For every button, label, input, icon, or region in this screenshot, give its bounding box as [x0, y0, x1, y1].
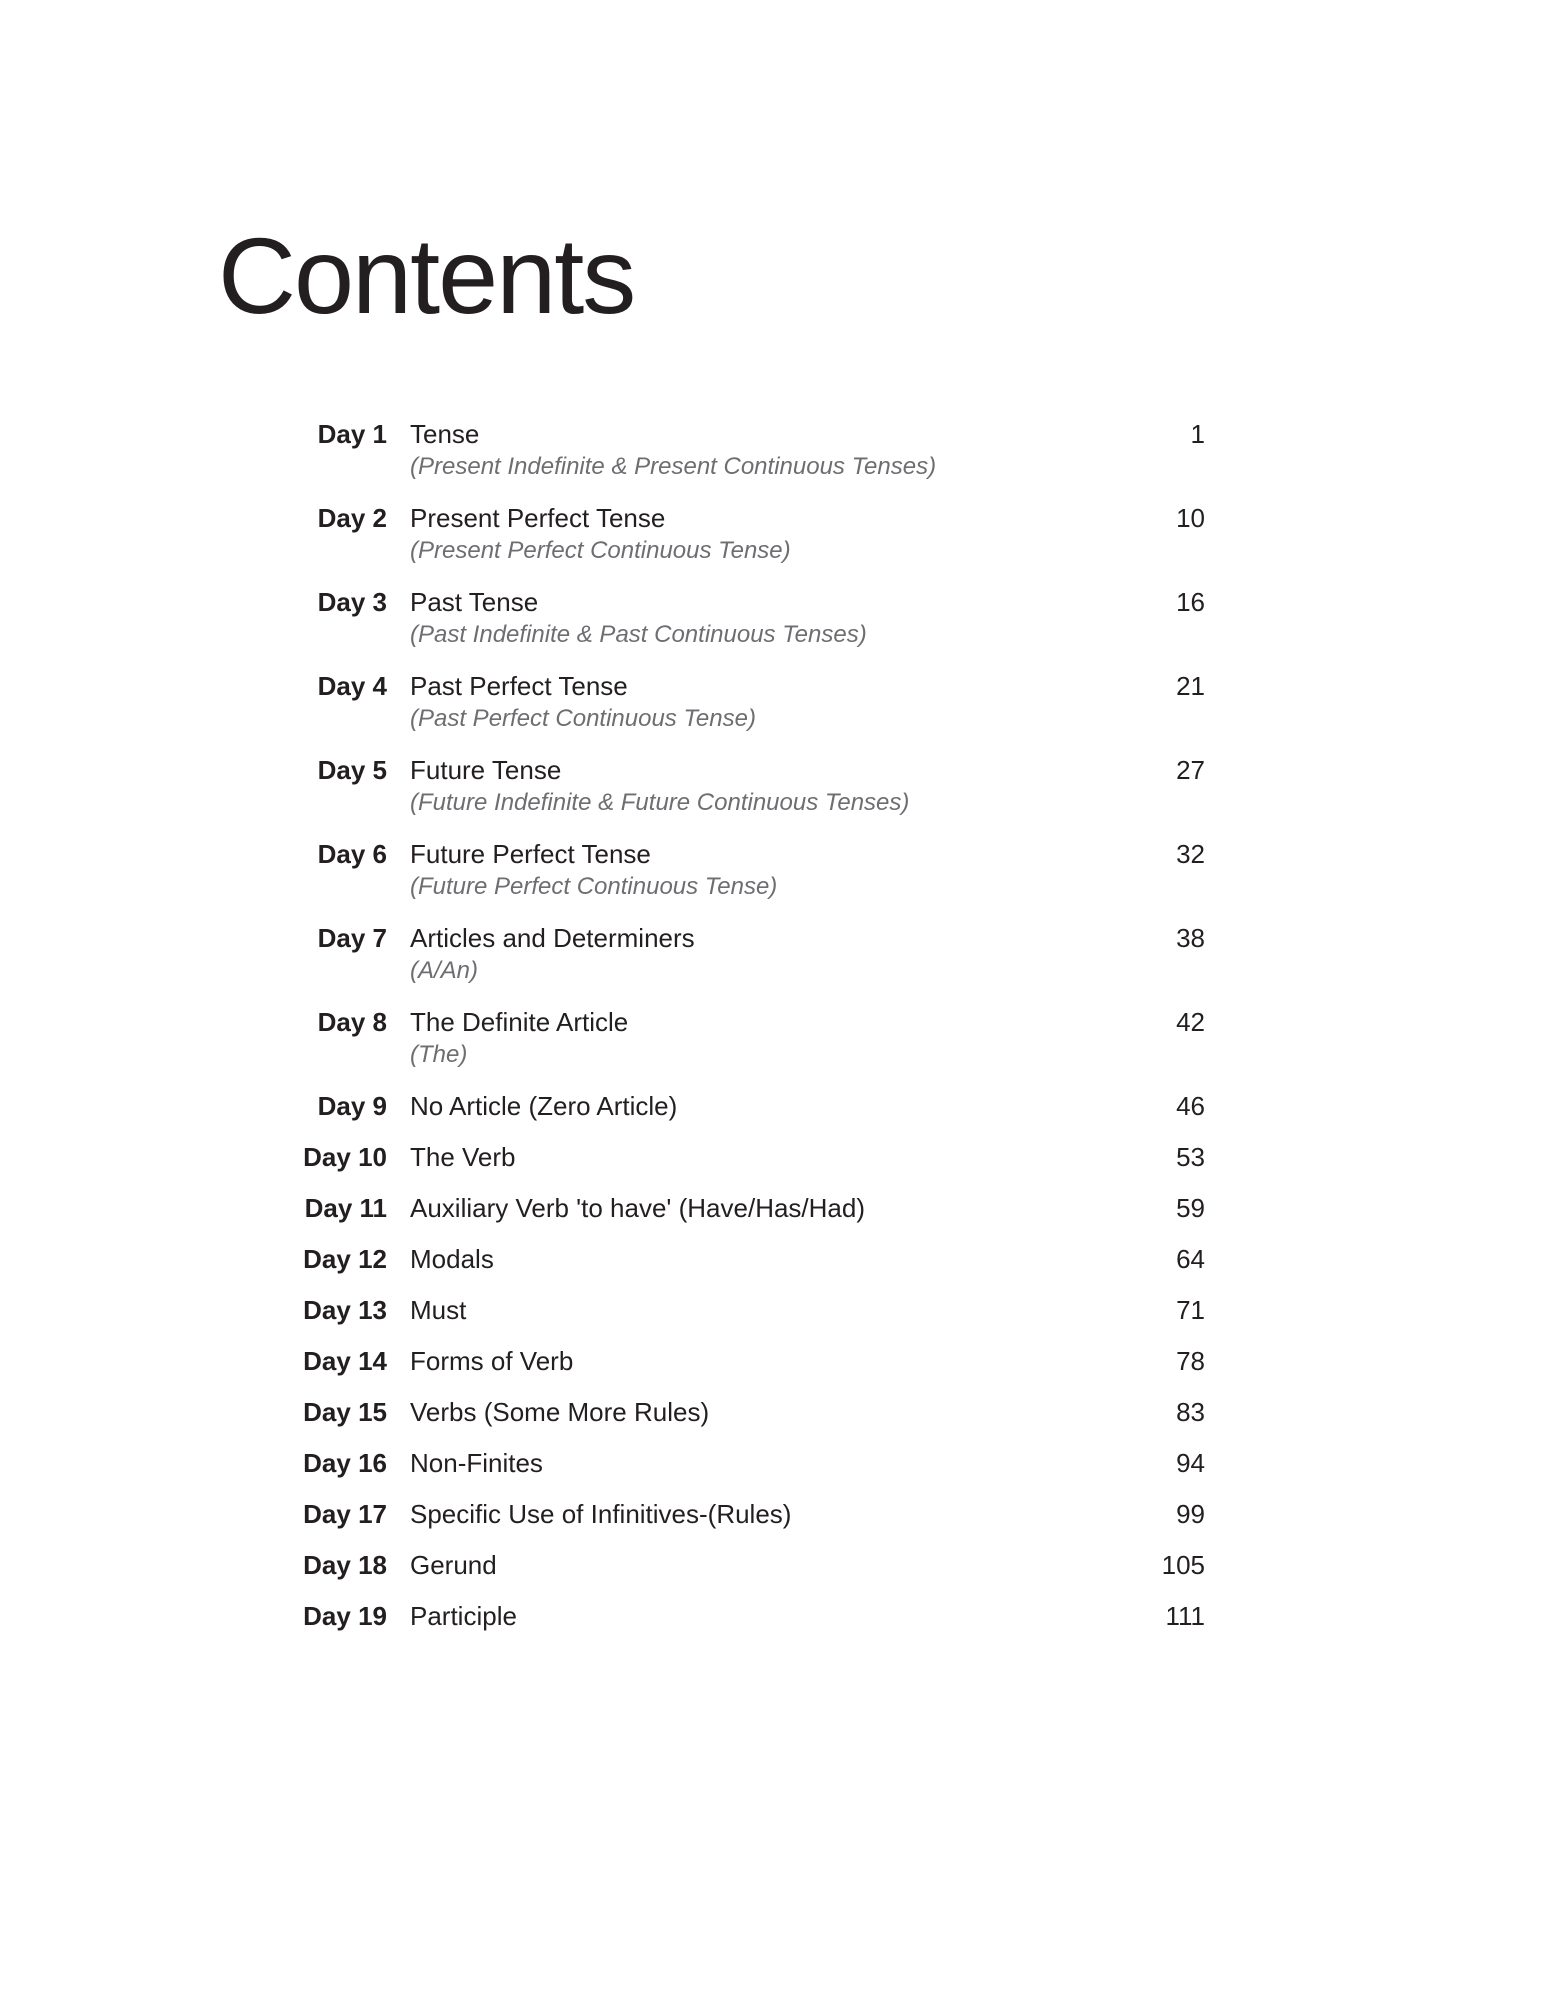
toc-entry-subtitle: (Future Indefinite & Future Continuous Tenses): [410, 789, 910, 816]
toc-day-label: Day 2: [317, 503, 387, 533]
toc-page-number: 71: [1176, 1295, 1205, 1325]
toc-entry-subtitle: (Future Perfect Continuous Tense): [410, 873, 778, 900]
toc-day-label: Day 13: [303, 1295, 387, 1325]
toc-page-number: 105: [1161, 1550, 1205, 1580]
toc-entry-title[interactable]: Non-Finites: [410, 1448, 543, 1478]
toc-day-label: Day 16: [303, 1448, 387, 1478]
toc-entry-subtitle: (Present Perfect Continuous Tense): [410, 537, 791, 564]
toc-entry-title[interactable]: The Verb: [410, 1142, 516, 1172]
toc-day-label: Day 3: [317, 587, 387, 617]
toc-page-number: 46: [1176, 1091, 1205, 1121]
toc-day-label: Day 4: [317, 671, 387, 701]
toc-entry-title[interactable]: Future Perfect Tense: [410, 839, 651, 869]
toc-entry-title[interactable]: Specific Use of Infinitives-(Rules): [410, 1499, 792, 1529]
toc-entry-title[interactable]: Verbs (Some More Rules): [410, 1397, 710, 1427]
toc-day-label: Day 17: [303, 1499, 387, 1529]
toc-day-label: Day 9: [317, 1091, 387, 1121]
toc-entry-title[interactable]: Participle: [410, 1601, 517, 1631]
toc-entry-title[interactable]: Present Perfect Tense: [410, 503, 666, 533]
toc-day-label: Day 14: [303, 1346, 387, 1376]
toc-page-number: 32: [1176, 839, 1205, 869]
toc-page-number: 64: [1176, 1244, 1205, 1274]
toc-page-number: 83: [1176, 1397, 1205, 1427]
toc-entry-subtitle: (Past Indefinite & Past Continuous Tenses): [410, 621, 867, 648]
toc-entry-title[interactable]: Tense: [410, 419, 480, 449]
toc-entry-subtitle: (The): [410, 1041, 468, 1068]
toc-day-label: Day 19: [303, 1601, 387, 1631]
toc-entry-title[interactable]: The Definite Article: [410, 1007, 629, 1037]
toc-day-label: Day 10: [303, 1142, 387, 1172]
toc-entry-title[interactable]: Forms of Verb: [410, 1346, 574, 1376]
toc-entry-subtitle: (Present Indefinite & Present Continuous Tenses): [410, 453, 937, 480]
toc-entry-title[interactable]: Past Perfect Tense: [410, 671, 628, 701]
toc-entry-title[interactable]: Articles and Determiners: [410, 923, 695, 953]
toc-page-number: 78: [1176, 1346, 1205, 1376]
toc-page-number: 10: [1176, 503, 1205, 533]
toc-entry-title[interactable]: Auxiliary Verb 'to have' (Have/Has/Had): [410, 1193, 866, 1223]
toc-day-label: Day 8: [317, 1007, 387, 1037]
toc-entry-title[interactable]: Must: [410, 1295, 467, 1325]
toc-page-number: 21: [1176, 671, 1205, 701]
toc-page-number: 1: [1190, 419, 1205, 449]
toc-page-number: 27: [1176, 755, 1205, 785]
toc-entry-title[interactable]: Past Tense: [410, 587, 539, 617]
toc-page-number: 53: [1176, 1142, 1205, 1172]
toc-entry-title[interactable]: Gerund: [410, 1550, 497, 1580]
toc-day-label: Day 18: [303, 1550, 387, 1580]
toc-entry-subtitle: (Past Perfect Continuous Tense): [410, 705, 756, 732]
toc-page-number: 38: [1176, 923, 1205, 953]
toc-day-label: Day 12: [303, 1244, 387, 1274]
toc-entry-subtitle: (A/An): [410, 957, 479, 984]
toc-page-number: 16: [1176, 587, 1205, 617]
toc-page-number: 94: [1176, 1448, 1205, 1478]
toc-page-number: 59: [1176, 1193, 1205, 1223]
toc-day-label: Day 11: [304, 1193, 387, 1223]
toc-day-label: Day 6: [317, 839, 387, 869]
toc-entry-title[interactable]: Modals: [410, 1244, 494, 1274]
toc-day-label: Day 1: [317, 419, 387, 449]
toc-page-number: 111: [1165, 1601, 1205, 1631]
toc-entry-title[interactable]: Future Tense: [410, 755, 562, 785]
toc-day-label: Day 7: [317, 923, 387, 953]
page-title: Contents: [218, 215, 635, 336]
toc-day-label: Day 15: [303, 1397, 387, 1427]
toc-entry-title[interactable]: No Article (Zero Article): [410, 1091, 678, 1121]
toc-page-number: 99: [1176, 1499, 1205, 1529]
toc-day-label: Day 5: [317, 755, 387, 785]
toc-page-number: 42: [1176, 1007, 1205, 1037]
